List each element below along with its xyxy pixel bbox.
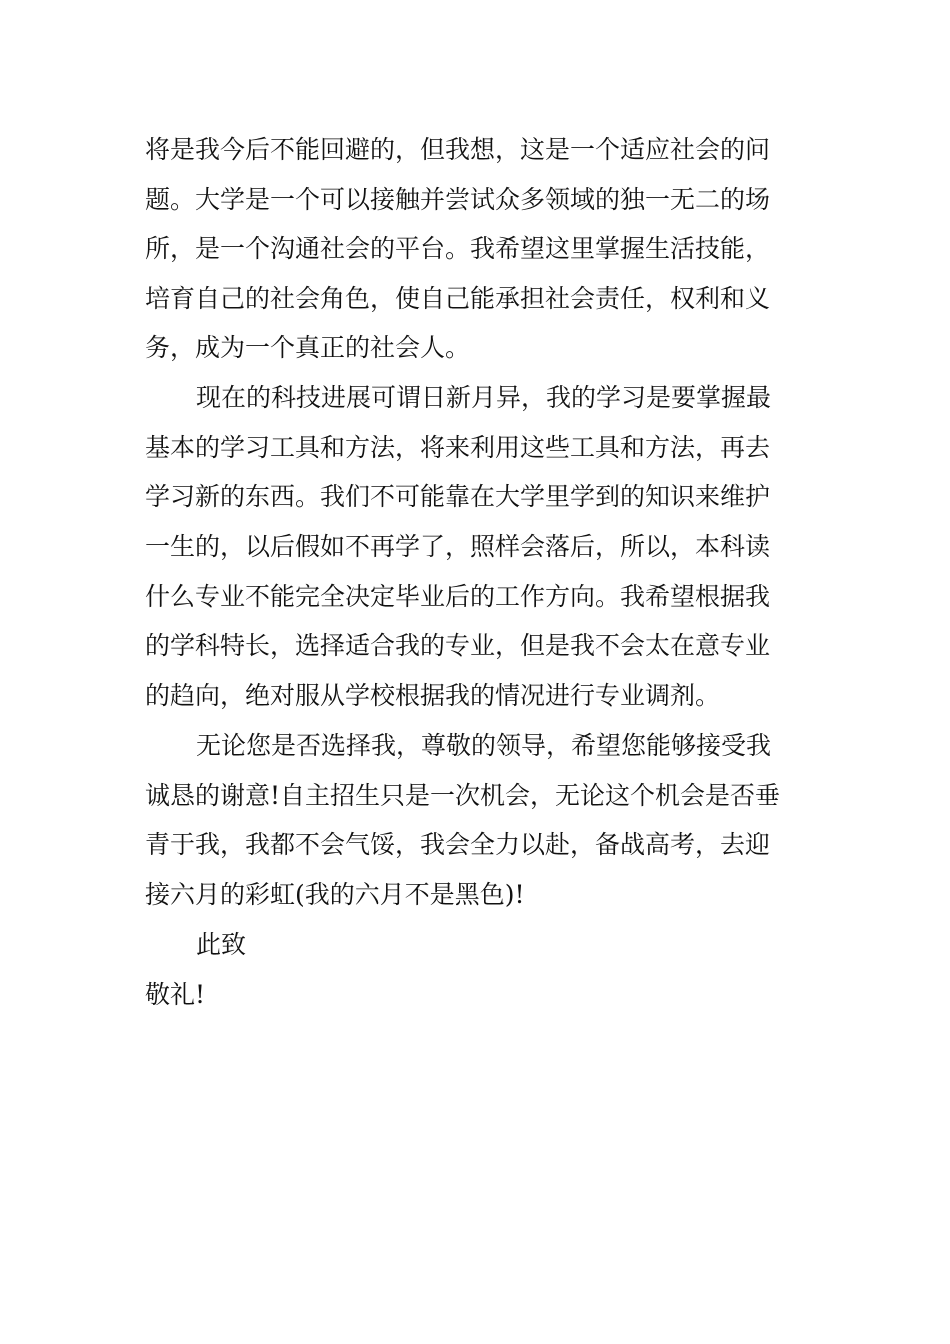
text-line: 将是我今后不能回避的，但我想，这是一个适应社会的问 bbox=[145, 135, 771, 164]
text-line: 接六月的彩虹(我的六月不是黑色)! bbox=[145, 880, 525, 909]
paragraph-start-line: 无论您是否选择我，尊敬的领导，希望您能够接受我 bbox=[196, 731, 772, 760]
text-line: 青于我，我都不会气馁，我会全力以赴，备战高考，去迎 bbox=[145, 830, 771, 859]
closing-salutation: 此致 bbox=[196, 930, 247, 959]
text-line: 培育自己的社会角色，使自己能承担社会责任，权利和义 bbox=[145, 284, 771, 313]
text-line: 所，是一个沟通社会的平台。我希望这里掌握生活技能， bbox=[145, 234, 771, 263]
text-line: 务，成为一个真正的社会人。 bbox=[145, 333, 471, 362]
text-line: 诚恳的谢意!自主招生只是一次机会，无论这个机会是否垂 bbox=[145, 781, 781, 810]
text-line: 什么专业不能完全决定毕业后的工作方向。我希望根据我 bbox=[145, 582, 771, 611]
text-line: 题。大学是一个可以接触并尝试众多领域的独一无二的场 bbox=[145, 185, 771, 214]
text-line: 的学科特长，选择适合我的专业，但是我不会太在意专业 bbox=[145, 631, 771, 660]
text-line: 一生的，以后假如不再学了，照样会落后，所以，本科读 bbox=[145, 532, 771, 561]
text-line: 学习新的东西。我们不可能靠在大学里学到的知识来维护 bbox=[145, 482, 771, 511]
text-line: 基本的学习工具和方法，将来利用这些工具和方法，再去 bbox=[145, 433, 771, 462]
paragraph-start-line: 现在的科技进展可谓日新月异，我的学习是要掌握最 bbox=[196, 383, 772, 412]
text-line: 的趋向，绝对服从学校根据我的情况进行专业调剂。 bbox=[145, 681, 721, 710]
closing-regards: 敬礼! bbox=[145, 980, 206, 1009]
